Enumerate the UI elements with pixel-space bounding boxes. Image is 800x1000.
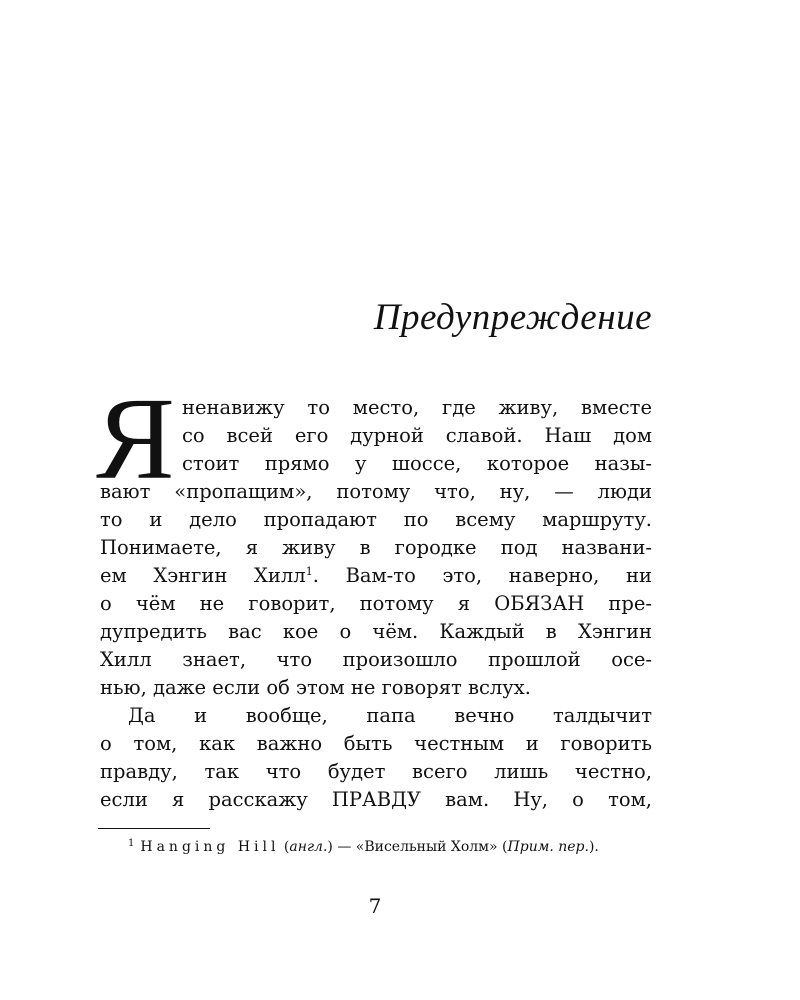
text-line: Хилл знает, что произошло прошлой осе- — [100, 648, 652, 671]
footnote-language: англ. — [289, 839, 328, 855]
text-line: ненавижу то место, где живу, вместе — [182, 396, 652, 419]
text-line: нью, даже если об этом не говорят вслух. — [100, 676, 531, 699]
footnote-dash: — — [332, 839, 356, 855]
footnote-note-close: ). — [588, 839, 599, 855]
footnote-term: Hanging Hill — [140, 839, 280, 855]
text-line: вают «пропащим», потому что, ну, — люди — [100, 480, 652, 503]
chapter-title: Предупреждение — [373, 297, 652, 338]
drop-cap: Я — [96, 373, 175, 504]
text-line: дупредить вас кое о чём. Каждый в Хэнгин — [100, 620, 652, 643]
footnote-reference[interactable]: 1 — [305, 565, 313, 578]
text-segment: . Вам-то это, наверно, ни — [312, 564, 652, 587]
text-line — [100, 562, 652, 590]
text-line: со всей его дурной славой. Наш дом — [182, 424, 652, 447]
text-segment: ем Хэнгин Хилл — [100, 564, 306, 587]
text-line: если я расскажу ПРАВДУ вам. Ну, о том, — [100, 788, 652, 811]
text-line: правду, так что будет всего лишь честно, — [100, 760, 652, 783]
text-line: о чём не говорит, потому я ОБЯЗАН пре- — [100, 592, 652, 615]
footnote: $^1$ Hanging Hill (англ.) — «Висельный Холм» (Прим. пер.). — [128, 838, 599, 855]
text-line: то и дело пропадают по всему маршруту. — [100, 508, 652, 531]
footnote-number: 1 — [128, 838, 135, 849]
text-line: Понимаете, я живу в городке под названи- — [100, 536, 652, 559]
text-line: Да и вообще, папа вечно талдычит — [128, 704, 652, 727]
page-number: 7 — [368, 894, 382, 918]
footnote-divider — [98, 828, 210, 829]
footnote-note: Прим. пер. — [507, 839, 589, 855]
text-line: стоит прямо у шоссе, которое назы- — [182, 452, 652, 475]
footnote-translation: «Висельный Холм» — [355, 839, 498, 855]
text-line: о том, как важно быть честным и говорить — [100, 732, 652, 755]
footnote-note-open: ( — [497, 839, 508, 855]
